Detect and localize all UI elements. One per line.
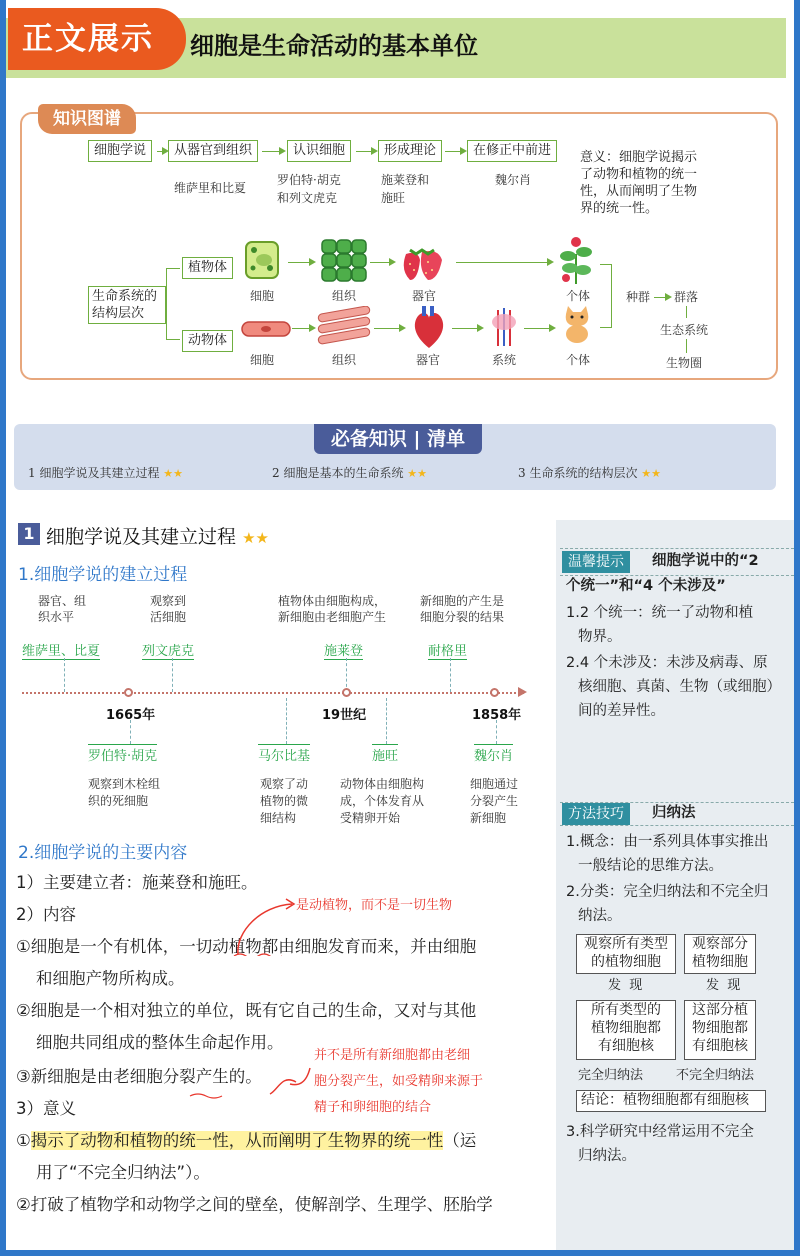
timeline-arrow-icon [518, 687, 527, 697]
tip-title: 细胞学说中的“2 [652, 553, 759, 569]
checklist-title: 必备知识 | 清单 [314, 424, 482, 454]
timeline-tick [386, 698, 387, 744]
plant-cell-icon [240, 238, 284, 282]
method-title: 归纳法 [652, 805, 696, 821]
animal-level: 组织 [332, 353, 357, 367]
map-meaning-line: 意义：细胞学说揭示 [580, 150, 698, 165]
map-step: 形成理论 [378, 140, 442, 162]
arrow-icon [157, 151, 167, 152]
animal-level: 系统 [492, 353, 517, 367]
plant-tissue-icon [320, 238, 368, 284]
branch-bracket [166, 268, 180, 340]
timeline-tick [450, 658, 451, 692]
plant-level: 器官 [412, 289, 437, 303]
animal-level: 个体 [566, 353, 591, 367]
timeline-tick [130, 720, 131, 744]
star-icon: ★★ [407, 467, 428, 480]
chain-connector [686, 306, 687, 318]
arrow-icon [356, 151, 376, 152]
timeline-dot [124, 688, 133, 697]
timeline-note: 分裂产生 [470, 794, 519, 808]
animal-label: 动物体 [182, 330, 233, 352]
method-line: 纳法。 [578, 908, 622, 924]
timeline-note: 观察了动 [260, 777, 309, 791]
star-icon: ★★ [641, 467, 662, 480]
section-tag: 正文展示 [8, 8, 186, 70]
timeline-tick [172, 658, 173, 692]
section-title: 细胞学说及其建立过程 ★★ [46, 526, 269, 548]
complete-label: 完全归纳法 [578, 1068, 644, 1083]
body-line: ③新细胞是由老细胞分裂产生的。 [16, 1067, 262, 1086]
method-line: 3.科学研究中经常运用不完全 [566, 1124, 754, 1140]
arrow-icon [262, 151, 284, 152]
map-step: 细胞学说 [88, 140, 152, 162]
timeline-note: 新细胞的产生是 [420, 594, 505, 608]
timeline-note: 观察到木栓组 [88, 777, 161, 791]
map-person: 罗伯特·胡克 [277, 173, 341, 187]
found-label: 发 现 [706, 978, 741, 993]
body-line: 1）主要建立者：施莱登和施旺。 [16, 873, 258, 892]
arrow-icon [374, 328, 404, 329]
scientist-name: 维萨里、比夏 [22, 640, 100, 660]
scientist-name: 罗伯特·胡克 [88, 744, 157, 764]
chain-item: 种群 [626, 290, 651, 304]
arrow-icon [370, 262, 394, 263]
found-label: 发 现 [608, 978, 643, 993]
handwritten-note: 是动植物，而不是一切生物 [296, 898, 453, 913]
scientist-name: 列文虎克 [142, 640, 194, 660]
strawberry-plant-icon [558, 234, 594, 286]
scientist-name: 施旺 [372, 744, 398, 764]
body-line: 细胞共同组成的整体生命起作用。 [36, 1033, 284, 1052]
subsection-title: 1.细胞学说的建立过程 [18, 565, 188, 585]
arrow-icon [524, 328, 554, 329]
plant-level: 个体 [566, 289, 591, 303]
page-title: 细胞是生命活动的基本单位 [190, 32, 478, 60]
map-person: 和列文虎克 [277, 191, 338, 205]
plant-label: 植物体 [182, 257, 233, 279]
animal-level: 细胞 [250, 353, 275, 367]
incomplete-label: 不完全归纳法 [676, 1068, 755, 1083]
arrow-icon [452, 328, 482, 329]
muscle-tissue-icon [316, 306, 372, 350]
body-line: 用了“不完全归纳法”）。 [36, 1163, 210, 1182]
timeline-note: 观察到 [150, 594, 187, 608]
arrow-icon [288, 262, 314, 263]
timeline-tick [496, 720, 497, 744]
timeline-year: 19世纪 [322, 708, 367, 723]
map-step: 从器官到组织 [168, 140, 258, 162]
tip-title: 个统一”和“4 个未涉及” [566, 578, 726, 594]
timeline-note: 器官、组 [38, 594, 87, 608]
body-line: 和细胞产物所构成。 [36, 969, 185, 988]
body-line: 2）内容 [16, 905, 76, 924]
timeline-note: 细胞分裂的结果 [420, 610, 505, 624]
induction-box: 所有类型的 植物细胞都 有细胞核 [576, 1000, 676, 1060]
knowledge-map-tag: 知识图谱 [38, 104, 136, 134]
body-line: ②打破了植物学和动物学之间的壁垒，使解剖学、生理学、胚胎学 [16, 1195, 493, 1214]
arrow-icon [292, 328, 314, 329]
method-line: 归纳法。 [578, 1148, 636, 1164]
method-line: 2.分类：完全归纳法和不完全归 [566, 884, 769, 900]
tip-line: 1.2 个统一：统一了动物和植 [566, 605, 754, 621]
timeline-note: 受精卵开始 [340, 811, 401, 825]
chain-item: 群落 [674, 290, 699, 304]
animal-cell-icon [240, 316, 292, 342]
scientist-name: 马尔比基 [258, 744, 310, 764]
tip-tag: 温馨提示 [562, 551, 630, 573]
star-icon: ★★ [163, 467, 184, 480]
handwritten-note: 胞分裂产生，如受精卵来源于 [314, 1074, 484, 1089]
arrow-icon [456, 262, 552, 263]
checklist-item: 1 细胞学说及其建立过程 ★★ [28, 466, 184, 480]
handwritten-note: 精子和卵细胞的结合 [314, 1100, 432, 1115]
section-number: 1 [18, 523, 40, 545]
method-line: 一般结论的思维方法。 [578, 858, 723, 874]
map-meaning-line: 了动物和植物的统一 [580, 167, 698, 182]
scientist-name: 施莱登 [324, 640, 363, 660]
scientist-name: 魏尔肖 [474, 744, 513, 764]
checklist-item: 2 细胞是基本的生命系统 ★★ [272, 466, 428, 480]
timeline-dot [490, 688, 499, 697]
timeline-year: 1858年 [472, 708, 522, 723]
star-icon: ★★ [242, 529, 269, 547]
organ-system-icon [486, 304, 522, 350]
method-line: 1.概念：由一系列具体事实推出 [566, 834, 769, 850]
map-person: 维萨里和比夏 [174, 181, 247, 195]
timeline-note: 活细胞 [150, 610, 187, 624]
strawberry-icon [398, 240, 450, 284]
map-person: 施莱登和 [381, 173, 430, 187]
timeline-tick [64, 658, 65, 692]
timeline-note: 新细胞由老细胞产生 [278, 610, 387, 624]
timeline-note: 细结构 [260, 811, 297, 825]
map-meaning-line: 界的统一性。 [580, 201, 659, 216]
timeline-note: 成，个体发育从 [340, 794, 425, 808]
chain-item: 生物圈 [666, 356, 703, 370]
timeline-note: 植物体由细胞构成， [278, 594, 387, 608]
timeline-note: 植物的微 [260, 794, 309, 808]
induction-box: 观察所有类型 的植物细胞 [576, 934, 676, 974]
timeline-note: 动物体由细胞构 [340, 777, 425, 791]
induction-box: 这部分植 物细胞都 有细胞核 [684, 1000, 756, 1060]
body-line: ①细胞是一个有机体，一切动植物都由细胞发育而来，并由细胞 [16, 937, 477, 956]
map-step: 在修正中前进 [467, 140, 557, 162]
tip-line: 间的差异性。 [578, 703, 665, 719]
map-person: 施旺 [381, 191, 406, 205]
plant-level: 组织 [332, 289, 357, 303]
subsection-title: 2.细胞学说的主要内容 [18, 843, 188, 863]
induction-box: 观察部分 植物细胞 [684, 934, 756, 974]
checklist-item: 3 生命系统的结构层次 ★★ [518, 466, 662, 480]
tip-line: 2.4 个未涉及：未涉及病毒、原 [566, 655, 768, 671]
handwritten-note: 并不是所有新细胞都由老细 [314, 1048, 471, 1063]
body-line: 3）意义 [16, 1099, 76, 1118]
timeline-year: 1665年 [106, 708, 156, 723]
arrow-icon [654, 297, 670, 298]
system-label [88, 286, 166, 324]
system-label-line: 结构层次 [92, 306, 145, 321]
map-step: 认识细胞 [287, 140, 351, 162]
timeline-tick [286, 698, 287, 744]
timeline-note: 织水平 [38, 610, 75, 624]
timeline-axis [22, 692, 524, 694]
heart-icon [410, 304, 448, 350]
system-label-line: 生命系统的 [92, 289, 158, 304]
timeline-note: 织的死细胞 [88, 794, 149, 808]
chain-bracket [600, 264, 612, 328]
highlight-mark: 揭示了动物和植物的统一性，从而阐明了生物界的统一性 [30, 1131, 444, 1150]
chain-item: 生态系统 [660, 323, 709, 337]
arrow-icon [445, 151, 465, 152]
scientist-name: 耐格里 [428, 640, 467, 660]
map-person: 魏尔肖 [495, 173, 532, 187]
tip-line: 物界。 [578, 629, 622, 645]
animal-level: 器官 [416, 353, 441, 367]
tip-line: 核细胞、真菌、生物（或细胞） [578, 679, 781, 695]
timeline-note: 细胞通过 [470, 777, 519, 791]
annotation-arrow-icon [186, 1060, 316, 1102]
chain-connector [686, 339, 687, 353]
timeline-note: 新细胞 [470, 811, 507, 825]
highlighted-line: ①揭示了动物和植物的统一性，从而阐明了生物界的统一性（运 [16, 1131, 477, 1150]
body-line: ②细胞是一个相对独立的单位，既有它自己的生命，又对与其他 [16, 1001, 477, 1020]
timeline-tick [346, 658, 347, 692]
method-tag: 方法技巧 [562, 803, 630, 825]
plant-level: 细胞 [250, 289, 275, 303]
map-meaning-line: 性，从而阐明了生物 [580, 184, 698, 199]
cat-icon [560, 304, 594, 344]
conclusion-box: 结论：植物细胞都有细胞核 [576, 1090, 766, 1112]
timeline-dot [342, 688, 351, 697]
